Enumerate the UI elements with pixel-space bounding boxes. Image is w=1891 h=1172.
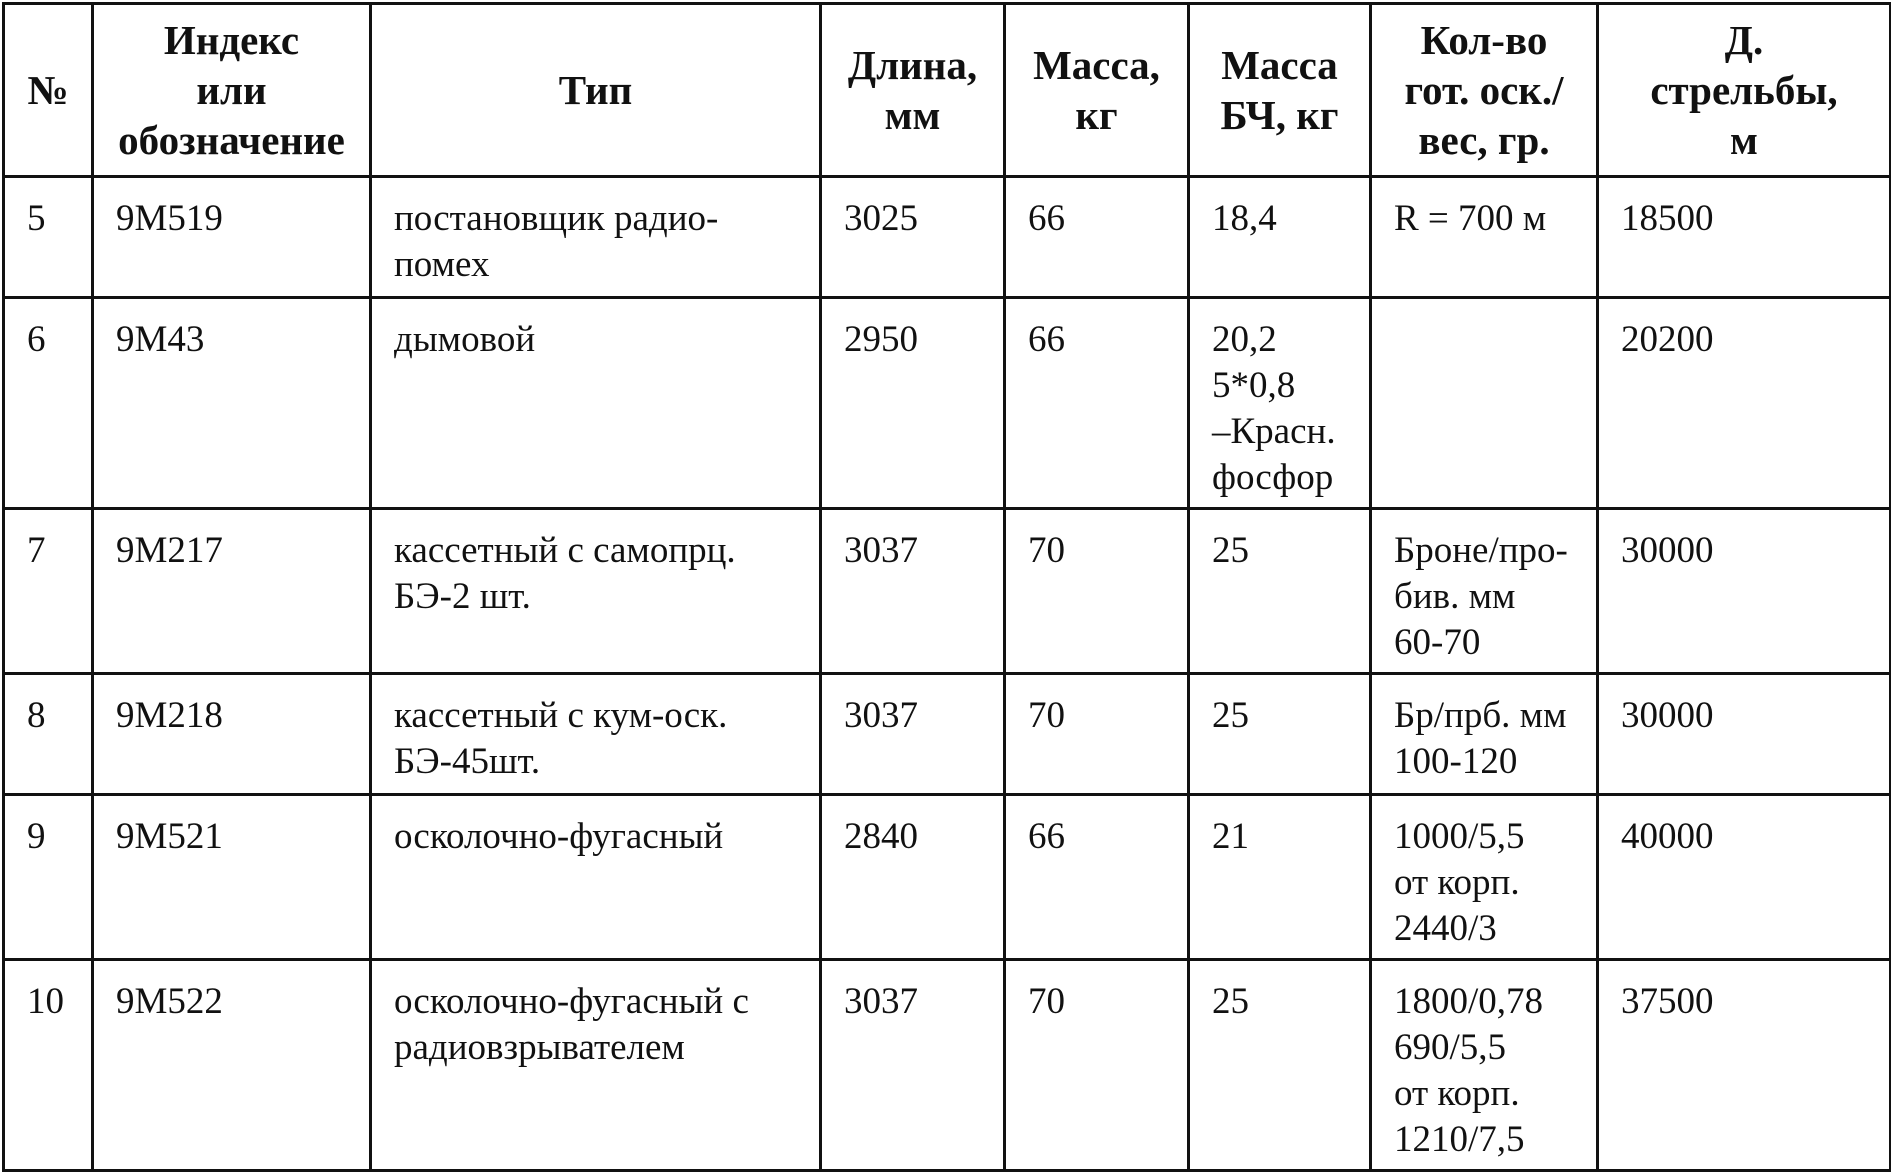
header-line: вес, гр.: [1418, 117, 1550, 163]
cell-value: 7: [27, 530, 46, 571]
cell-mass: [1005, 298, 1189, 509]
cell-warhead-mass: [1189, 509, 1371, 674]
cell-fragments: [1371, 298, 1598, 509]
cell-line: помех: [394, 244, 490, 285]
header-line: м: [1730, 117, 1758, 163]
cell-line: кассетный с кум-оск.: [394, 695, 728, 736]
specifications-table: [2, 2, 1891, 1172]
header-line: Масса: [1221, 42, 1338, 88]
header-line: Длина,: [847, 42, 978, 88]
cell-index: [93, 674, 371, 795]
cell-length: [821, 960, 1005, 1171]
cell-mass: [1005, 177, 1189, 298]
table-row: [4, 674, 1891, 795]
cell-type: [371, 674, 821, 795]
cell-value: 66: [1028, 319, 1065, 360]
cell-length: [821, 509, 1005, 674]
header-line: №: [27, 67, 69, 113]
header-line: мм: [884, 92, 941, 138]
cell-number: [4, 298, 93, 509]
cell-range: [1598, 960, 1891, 1171]
cell-range: [1598, 509, 1891, 674]
cell-value: 3025: [844, 198, 918, 239]
cell-length: [821, 674, 1005, 795]
header-line: или: [196, 67, 267, 113]
cell-index: [93, 177, 371, 298]
cell-value: 10: [27, 981, 64, 1022]
cell-number: [4, 509, 93, 674]
header-number: [4, 4, 93, 177]
header-length: [821, 4, 1005, 177]
cell-value: 70: [1028, 530, 1065, 571]
table-body: [4, 177, 1891, 1171]
cell-index: [93, 960, 371, 1171]
cell-type: [371, 795, 821, 960]
cell-type: [371, 177, 821, 298]
cell-line: БЭ-2 шт.: [394, 576, 531, 617]
cell-line: 25: [1212, 530, 1249, 571]
cell-value: 40000: [1621, 816, 1714, 857]
header-line: Масса,: [1033, 42, 1160, 88]
cell-line: осколочно-фугасный: [394, 816, 724, 857]
cell-index: [93, 795, 371, 960]
cell-line: от корп.: [1394, 862, 1520, 903]
cell-number: [4, 795, 93, 960]
cell-index: [93, 509, 371, 674]
cell-range: [1598, 795, 1891, 960]
table-row: [4, 298, 1891, 509]
cell-type: [371, 298, 821, 509]
cell-value: 9М218: [116, 695, 223, 736]
cell-value: 9М217: [116, 530, 223, 571]
cell-mass: [1005, 509, 1189, 674]
cell-line: 100-120: [1394, 741, 1518, 782]
cell-line: 1800/0,78: [1394, 981, 1544, 1022]
cell-fragments: [1371, 674, 1598, 795]
cell-value: 9М519: [116, 198, 223, 239]
cell-type: [371, 509, 821, 674]
header-line: БЧ, кг: [1220, 92, 1339, 138]
cell-value: 66: [1028, 816, 1065, 857]
table-row: [4, 960, 1891, 1171]
cell-value: 3037: [844, 695, 918, 736]
cell-number: [4, 177, 93, 298]
table-row: [4, 795, 1891, 960]
cell-range: [1598, 298, 1891, 509]
cell-line: 60-70: [1394, 622, 1481, 663]
cell-line: 5*0,8: [1212, 365, 1296, 406]
cell-line: постановщик радио-: [394, 198, 719, 239]
cell-value: 8: [27, 695, 46, 736]
cell-warhead-mass: [1189, 960, 1371, 1171]
cell-range: [1598, 674, 1891, 795]
cell-warhead-mass: [1189, 674, 1371, 795]
cell-value: 5: [27, 198, 46, 239]
cell-value: 9М521: [116, 816, 223, 857]
cell-number: [4, 960, 93, 1171]
cell-value: 18500: [1621, 198, 1714, 239]
cell-line: 2440/3: [1394, 908, 1497, 949]
table-row: [4, 509, 1891, 674]
header-line: Д.: [1724, 17, 1764, 63]
header-line: Индекс: [163, 17, 300, 63]
cell-line: Бр/прб. мм: [1394, 695, 1567, 736]
cell-fragments: [1371, 960, 1598, 1171]
table-row: [4, 177, 1891, 298]
cell-line: БЭ-45шт.: [394, 741, 541, 782]
cell-mass: [1005, 960, 1189, 1171]
cell-line: радиовзрывателем: [394, 1027, 685, 1068]
cell-warhead-mass: [1189, 298, 1371, 509]
header-line: гот. оск./: [1404, 67, 1564, 113]
cell-value: 3037: [844, 530, 918, 571]
cell-value: 20200: [1621, 319, 1714, 360]
cell-fragments: [1371, 509, 1598, 674]
cell-value: 2840: [844, 816, 918, 857]
cell-line: 18,4: [1212, 198, 1277, 239]
cell-line: 25: [1212, 695, 1249, 736]
cell-line: –Красн.: [1212, 411, 1336, 452]
cell-value: 30000: [1621, 530, 1714, 571]
header-type: [371, 4, 821, 177]
cell-fragments: [1371, 795, 1598, 960]
cell-index: [93, 298, 371, 509]
header-range: [1598, 4, 1891, 177]
cell-line: от корп.: [1394, 1073, 1520, 1114]
cell-length: [821, 298, 1005, 509]
cell-value: 9М43: [116, 319, 205, 360]
header-line: Тип: [558, 67, 633, 113]
cell-length: [821, 177, 1005, 298]
cell-number: [4, 674, 93, 795]
cell-value: 2950: [844, 319, 918, 360]
header-mass: [1005, 4, 1189, 177]
cell-value: 70: [1028, 981, 1065, 1022]
cell-value: 30000: [1621, 695, 1714, 736]
header-line: стрельбы,: [1650, 67, 1838, 113]
header-row: [4, 4, 1891, 177]
cell-value: 6: [27, 319, 46, 360]
cell-mass: [1005, 795, 1189, 960]
cell-line: дымовой: [394, 319, 536, 360]
header-line: кг: [1075, 92, 1118, 138]
cell-line: осколочно-фугасный с: [394, 981, 749, 1022]
cell-type: [371, 960, 821, 1171]
cell-range: [1598, 177, 1891, 298]
header-line: обозначение: [118, 117, 345, 163]
header-index: [93, 4, 371, 177]
cell-value: 9: [27, 816, 46, 857]
header-warhead-mass: [1189, 4, 1371, 177]
cell-value: 3037: [844, 981, 918, 1022]
cell-value: 37500: [1621, 981, 1714, 1022]
cell-line: фосфор: [1212, 457, 1334, 498]
cell-length: [821, 795, 1005, 960]
cell-line: бив. мм: [1394, 576, 1516, 617]
cell-warhead-mass: [1189, 177, 1371, 298]
cell-line: 1210/7,5: [1394, 1119, 1525, 1160]
cell-warhead-mass: [1189, 795, 1371, 960]
cell-line: 1000/5,5: [1394, 816, 1525, 857]
cell-line: кассетный с самопрц.: [394, 530, 736, 571]
cell-mass: [1005, 674, 1189, 795]
cell-line: 20,2: [1212, 319, 1277, 360]
cell-line: R = 700 м: [1394, 198, 1547, 239]
cell-line: 690/5,5: [1394, 1027, 1507, 1068]
cell-value: 66: [1028, 198, 1065, 239]
cell-fragments: [1371, 177, 1598, 298]
cell-line: 21: [1212, 816, 1249, 857]
cell-line: 25: [1212, 981, 1249, 1022]
cell-value: 9М522: [116, 981, 223, 1022]
header-fragments: [1371, 4, 1598, 177]
header-line: Кол-во: [1420, 17, 1548, 63]
cell-line: Броне/про-: [1394, 530, 1568, 571]
cell-value: 70: [1028, 695, 1065, 736]
